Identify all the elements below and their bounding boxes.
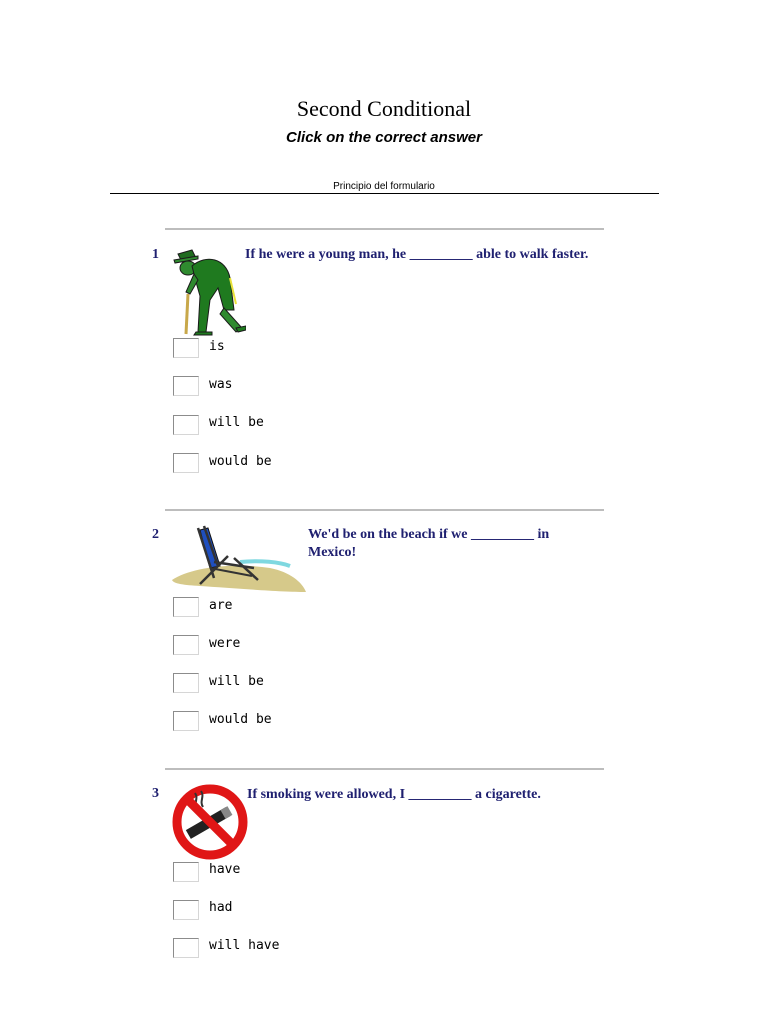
option-label: would be bbox=[209, 712, 272, 727]
page-title: Second Conditional bbox=[296, 96, 472, 121]
question-number: 1 bbox=[152, 247, 159, 262]
question-number: 2 bbox=[152, 527, 159, 542]
option-label: will be bbox=[209, 674, 264, 689]
question-number: 3 bbox=[152, 786, 159, 801]
option-label: was bbox=[209, 377, 233, 392]
option-label: would be bbox=[209, 454, 272, 469]
option-checkbox[interactable] bbox=[173, 938, 199, 958]
option-checkbox[interactable] bbox=[173, 900, 199, 920]
question-text: We'd be on the beach if we _________ in Mexico! bbox=[308, 527, 550, 560]
option-checkbox[interactable] bbox=[173, 376, 199, 396]
beach-deck-chair-icon bbox=[170, 522, 308, 596]
option-label: will be bbox=[209, 415, 264, 430]
option-checkbox[interactable] bbox=[173, 415, 199, 435]
option-checkbox[interactable] bbox=[173, 453, 199, 473]
no-smoking-icon bbox=[171, 783, 249, 861]
page-subtitle: Click on the correct answer bbox=[286, 129, 482, 146]
question-text: If he were a young man, he _________ able to walk faster. bbox=[245, 247, 589, 262]
question-separator bbox=[165, 509, 604, 511]
form-start-label: Principio del formulario bbox=[333, 181, 435, 192]
option-checkbox[interactable] bbox=[173, 635, 199, 655]
option-label: were bbox=[209, 636, 241, 651]
option-checkbox[interactable] bbox=[173, 597, 199, 617]
option-label: are bbox=[209, 598, 233, 613]
question-separator bbox=[165, 768, 604, 770]
option-label: had bbox=[209, 900, 233, 915]
option-checkbox[interactable] bbox=[173, 862, 199, 882]
old-man-with-cane-icon bbox=[170, 244, 246, 336]
option-label: will have bbox=[209, 938, 280, 953]
option-label: is bbox=[209, 339, 225, 354]
question-separator bbox=[165, 228, 604, 230]
option-label: have bbox=[209, 862, 241, 877]
option-checkbox[interactable] bbox=[173, 673, 199, 693]
question-text: If smoking were allowed, I _________ a cigarette. bbox=[247, 787, 541, 802]
option-checkbox[interactable] bbox=[173, 338, 199, 358]
option-checkbox[interactable] bbox=[173, 711, 199, 731]
form-start-rule bbox=[110, 193, 659, 194]
